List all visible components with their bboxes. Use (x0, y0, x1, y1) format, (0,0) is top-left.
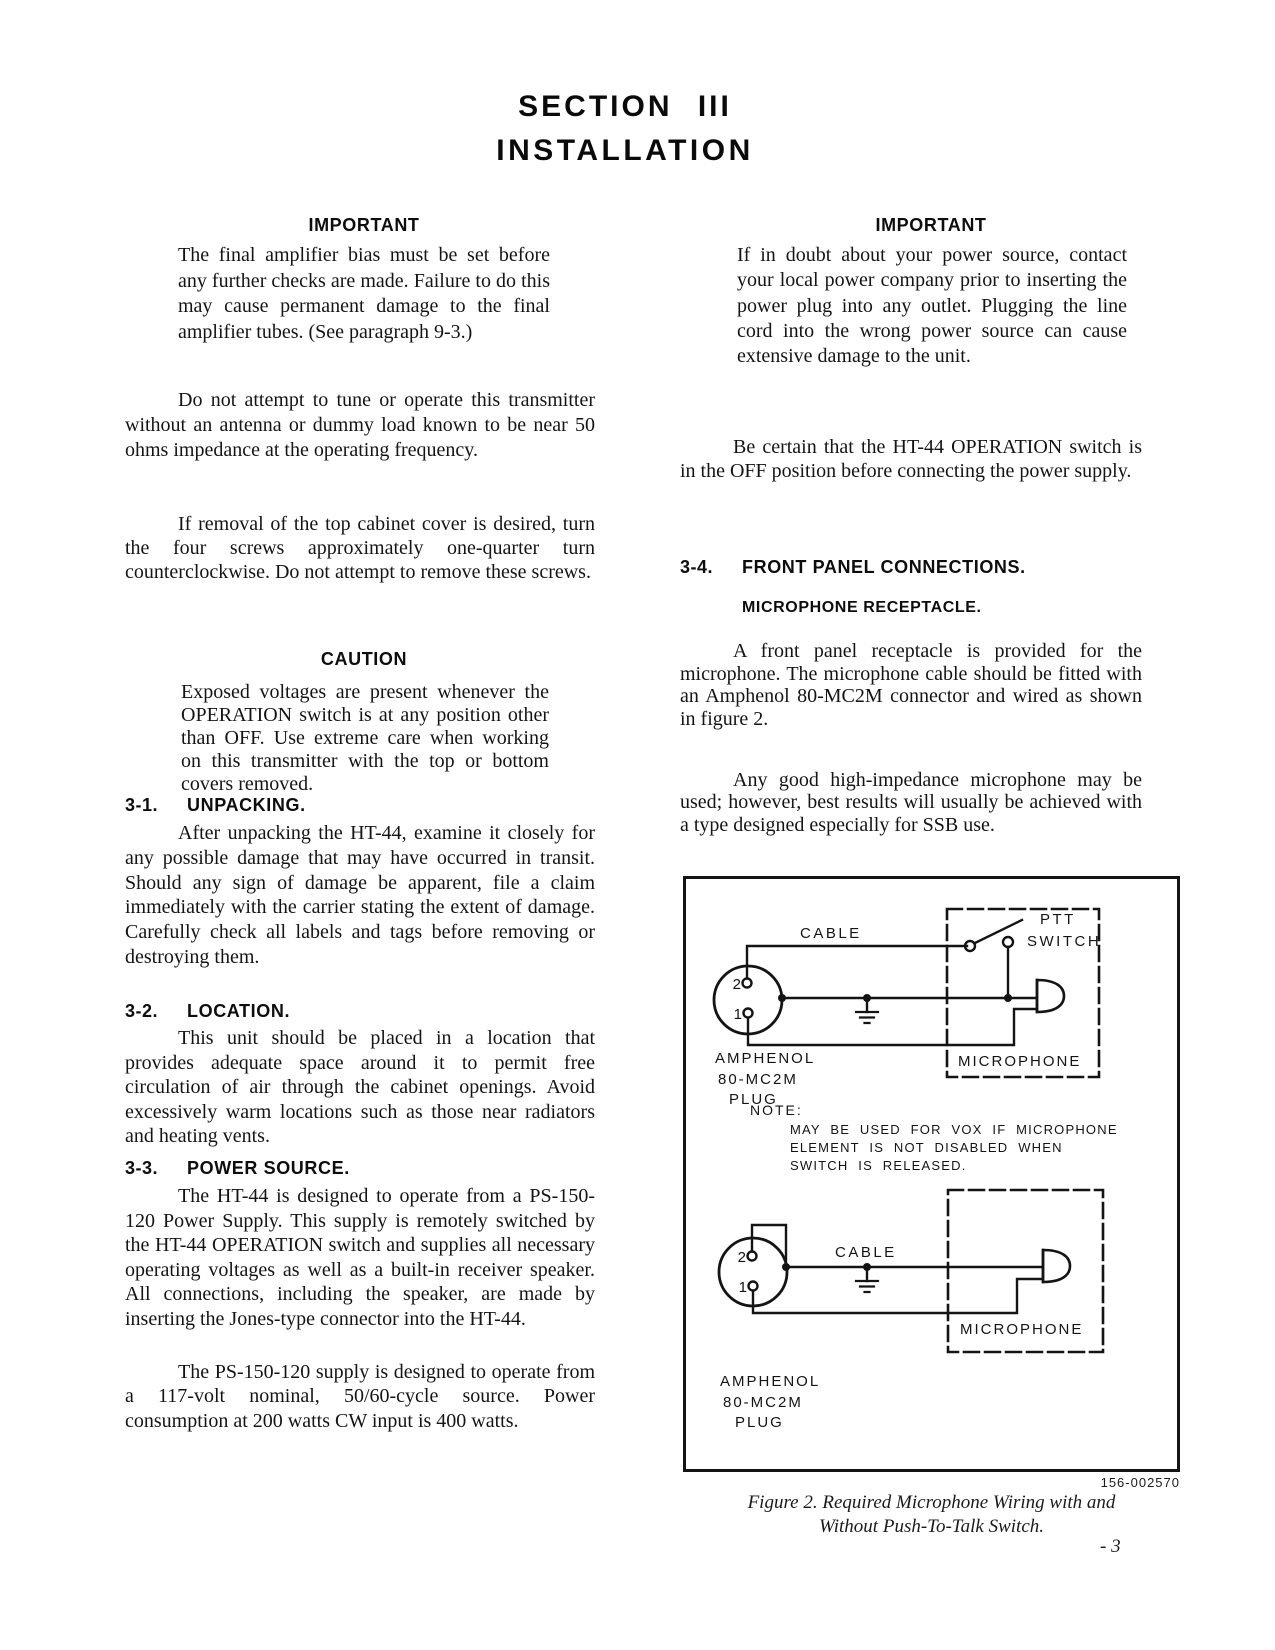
heading-3-4 (680, 557, 1026, 578)
paragraph-ps150: The PS-150-120 supply is designed to operate from a 117-volt nominal, 50/60-cycle source. Power consumption at 200 watts CW input is 400 watts. (125, 1361, 595, 1432)
microphone-label-bottom: MICROPHONE (960, 1321, 1084, 1338)
microphone-label-top: MICROPHONE (958, 1053, 1082, 1070)
amphenol-label-bot-l1: AMPHENOL (720, 1373, 821, 1390)
mic-element-bottom (1043, 1250, 1070, 1282)
pin2-contact-bottom (748, 1252, 757, 1261)
pin2-label-bottom: 2 (737, 1249, 746, 1266)
paragraph-tune: Do not attempt to tune or operate this transmitter without an antenna or dummy load known to be near 50 ohms impedance at the operating frequency. (125, 389, 595, 461)
amphenol-label-top-l2: 80-MC2M (718, 1071, 798, 1088)
paragraph-be-certain: Be certain that the HT-44 OPERATION switch is in the OFF position before connecting the power supply. (680, 436, 1142, 482)
heading-3-2-number: 3-2. (125, 1001, 159, 1021)
junction-dot (782, 1263, 790, 1271)
pin1-label-bottom: 1 (738, 1279, 747, 1296)
paragraph-unpacking: After unpacking the HT-44, examine it closely for any possible damage that may have occurred in transit. Should any sign of damage be apparent, file a claim immediately with the carrier stating the extent of damage. Carefully check all labels and tags before removing or destroying them. (125, 822, 595, 968)
amphenol-label-top-l1: AMPHENOL (715, 1050, 816, 1067)
heading-3-3 (125, 1158, 350, 1179)
pin2-contact-top (743, 979, 752, 988)
return-wire-top (748, 1009, 1035, 1045)
return-wire-bottom (753, 1279, 1041, 1313)
ground-symbol-top (856, 1012, 878, 1023)
paragraph-removal: If removal of the top cabinet cover is desired, turn the four screws approximately one-quarter turn counterclockwise. Do not attempt to remove these screws. (125, 513, 595, 583)
figure-caption (683, 1491, 1180, 1539)
amphenol-label-bot-l2: 80-MC2M (723, 1394, 803, 1411)
left-column (125, 0, 595, 1650)
amphenol-label-top-l3: PLUG (729, 1091, 778, 1108)
note-line3: SWITCH IS RELEASED. (790, 1158, 967, 1173)
pin2-label-top: 2 (732, 976, 741, 993)
junction-dot (1004, 994, 1012, 1002)
note-line1: MAY BE USED FOR VOX IF MICROPHONE (790, 1122, 1118, 1137)
pin1-label-top: 1 (733, 1006, 742, 1023)
heading-3-4-number: 3-4. (680, 557, 714, 577)
figure-part-number: 156-002570 (1100, 1475, 1180, 1490)
heading-3-1 (125, 795, 306, 816)
ptt-switch-lever (975, 920, 1022, 943)
right-important-paragraph: If in doubt about your power source, contact your local power company prior to inserting the power plug into any outlet. Plugging the line cord into the wrong power source can cause extensive damage to the unit. (737, 244, 1127, 368)
amphenol-label-bot-l3: PLUG (735, 1414, 784, 1431)
heading-3-1-title: UNPACKING. (187, 795, 306, 815)
note-line2: ELEMENT IS NOT DISABLED WHEN (790, 1140, 1063, 1155)
note-label: NOTE: (750, 1102, 803, 1118)
ptt-label-line2: SWITCH (1027, 933, 1102, 950)
pin1-contact-top (744, 1009, 753, 1018)
section-title-line1: SECTION III (518, 90, 732, 123)
caution-paragraph: Exposed voltages are present whenever the OPERATION switch is at any position other than OFF. Use extreme care when working on this transmitter with the top or bottom covers removed. (181, 681, 549, 795)
cable-label-bottom: CABLE (835, 1244, 897, 1261)
heading-3-2 (125, 1001, 290, 1022)
figure-2-wiring-diagram (683, 876, 1180, 1473)
cable-label-top: CABLE (800, 925, 862, 942)
paragraph-microphone: Any good high-impedance microphone may be used; however, best results will usually be achieved with a type designed especially for SSB use. (680, 769, 1142, 836)
mic-receptacle-heading: MICROPHONE RECEPTACLE. (742, 599, 982, 616)
ground-symbol-bottom (856, 1281, 878, 1292)
heading-3-2-title: LOCATION. (187, 1001, 291, 1021)
hot-wire-top (747, 946, 967, 978)
left-important-heading: IMPORTANT (308, 215, 420, 235)
figure-caption-line1: Figure 2. Required Microphone Wiring with and (747, 1492, 1116, 1513)
left-important-paragraph: The final amplifier bias must be set before any further checks are made. Failure to do this may cause permanent damage to the final amplifier tubes. (See paragraph 9-3.) (178, 244, 550, 343)
right-important-heading: IMPORTANT (875, 215, 987, 235)
pin1-contact-bottom (749, 1282, 758, 1291)
section-title-line2: INSTALLATION (496, 134, 754, 167)
caution-heading: CAUTION (320, 649, 408, 669)
paragraph-power-source: The HT-44 is designed to operate from a PS-150-120 Power Supply. This supply is remotely switched by the HT-44 OPERATION switch and supplies all necessary operating voltages as well as a built-in receiver speaker. All connections, including the speaker, are made by inserting the Jones-type connector into the HT-44. (125, 1185, 595, 1330)
paragraph-location: This unit should be placed in a location that provides adequate space around it to permit free circulation of air through the cabinet openings. Avoid excessively warm locations such as those near radiators and heating vents. (125, 1027, 595, 1148)
heading-3-3-title: POWER SOURCE. (187, 1158, 350, 1178)
heading-3-3-number: 3-3. (125, 1158, 159, 1178)
junction-dot (863, 1263, 871, 1271)
page-number: - 3 (1100, 1536, 1121, 1557)
figure-caption-line2: Without Push-To-Talk Switch. (818, 1516, 1045, 1537)
junction-dot (778, 994, 786, 1002)
mic-element-top (1037, 980, 1064, 1012)
junction-dot (863, 994, 871, 1002)
paragraph-receptacle: A front panel receptacle is provided for the microphone. The microphone cable should be fitted with an Amphenol 80-MC2M connector and wired as shown in figure 2. (680, 640, 1142, 731)
ptt-label-line1: PTT (1040, 911, 1076, 928)
heading-3-4-title: FRONT PANEL CONNECTIONS. (742, 557, 1026, 577)
ptt-contact-b (1003, 937, 1013, 947)
heading-3-1-number: 3-1. (125, 795, 159, 815)
